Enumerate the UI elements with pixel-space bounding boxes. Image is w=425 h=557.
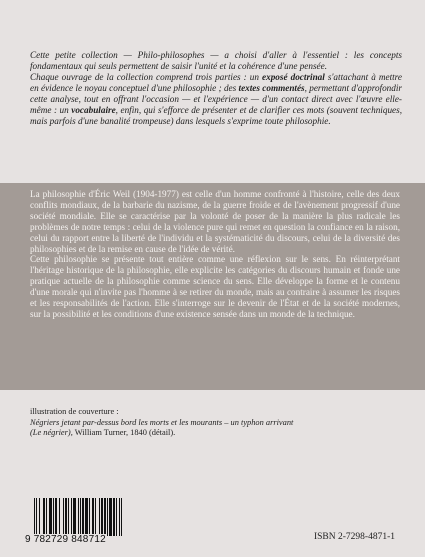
barcode-digits: 9 782729 848712 <box>25 534 106 545</box>
structure-term-doctrinal: exposé doctrinal <box>262 72 325 82</box>
structure-text-1: Chaque ouvrage de la collection comprend trois parties : un <box>30 72 263 82</box>
structure-text-2: s'attachant à mettre en évidence le noyau conceptuel d'une philosophie ; des <box>30 72 402 93</box>
structure-text-3: , permettant d'approfondir cette analyse, tout en offrant l'occasion — et l'expérience — d'un contact direct avec l'œuvre elle-même : un <box>30 83 403 115</box>
illustration-subtitle: (Le négrier) <box>30 428 71 437</box>
summary-paragraph-1: La philosophie d'Éric Weil (1904-1977) est celle d'un homme confronté à l'histoire, celle des deux conflits mondiaux, de la barbarie du nazisme, de la guerre froide et de l'avènement progressif d'une société mondiale. Elle se caractérise par la volonté de poser de la manière la plus radicale les problèmes de notre temps : celui de la violence pure qui remet en question la confiance en la raison, celui du rapport entre la liberté de l'individu et la systématicité du discours, celui de la diversité des philosophies et de la remise en cause de l'idée de vérité. <box>30 189 400 254</box>
collection-intro: Cette petite collection — Philo-philosophes — a choisi d'aller à l'essentiel : les concepts fondamentaux qui seuls permettent de saisir l'unité et la cohérence d'une pensée. <box>30 50 402 71</box>
illustration-title: Négriers jetant par-dessus bord les morts et les mourants – un typhon arrivant <box>30 417 294 427</box>
collection-description <box>30 50 402 127</box>
summary-text <box>30 189 400 320</box>
illustration-credit-line <box>30 428 402 439</box>
illustration-title-line <box>30 418 402 429</box>
cover-illustration-credit <box>30 407 402 439</box>
structure-term-vocabulaire: vocabulaire <box>71 105 116 115</box>
illustration-artist: , William Turner, 1840 (détail). <box>70 428 176 437</box>
illustration-label: illustration de couverture : <box>30 407 119 416</box>
structure-text-4: , enfin, qui s'efforce de présenter et de clarifier ces mots (souvent techniques, mais parfois d'une banalité trompeuse) dans lesquels s'exprime toute philosophie. <box>30 105 402 126</box>
isbn: ISBN 2-7298-4871-1 <box>313 532 395 542</box>
collection-structure <box>30 72 402 127</box>
structure-term-textes: textes commentés <box>238 83 305 93</box>
summary-paragraph-2: Cette philosophie se présente tout entière comme une réflexion sur le sens. En réinterprétant l'héritage historique de la philosophie, elle explicite les catégories du discours humain et fonde une pratique actuelle de la philosophie comme science du sens. Elle développe la forme et le contenu d'une morale qui n'invite pas l'homme à se retirer du monde, mais au contraire à assumer les risques et les responsabilités de l'action. Elle s'interroge sur le devenir de l'État et de la société modernes, sur la possibilité et les conditions d'une existence sensée dans un monde de la technique. <box>30 254 400 319</box>
